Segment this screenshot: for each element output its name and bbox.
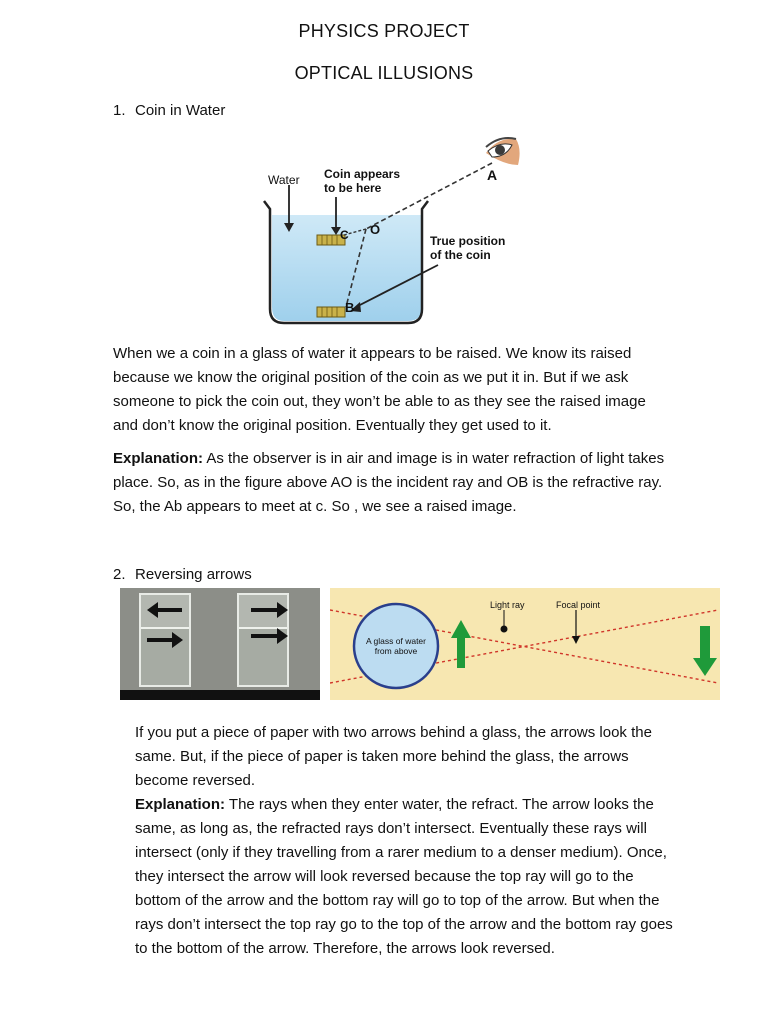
point-b-label: B xyxy=(345,300,355,315)
section-1-explanation xyxy=(113,447,673,519)
coin-in-water-figure xyxy=(260,135,550,330)
section-1-number: 1. xyxy=(113,102,126,119)
explanation-label: Explanation: xyxy=(113,450,204,467)
label-focal-point: Focal point xyxy=(556,600,601,610)
section-1-paragraph: When we a coin in a glass of water it appears to be raised. We know its raised because we know the original position of the coin as we put it in. But if we ask someone to pick the coin out, they won’t be able to as they see the raised image and don’t know the original position. Eventually they get used to it. xyxy=(113,345,646,434)
document-title: PHYSICS PROJECT xyxy=(298,21,470,41)
label-true-position-2: of the coin xyxy=(430,248,491,262)
explanation-text: As the observer is in air and image is in water refraction of light takes place. So, as in the figure above AO is the incident ray and OB is the refractive ray. So, the Ab appears to meet at c. So , we see a raised image. xyxy=(113,450,665,515)
document-subtitle: OPTICAL ILLUSIONS xyxy=(294,63,474,83)
section-2-paragraph: If you put a piece of paper with two arrows behind a glass, the arrows look the same. But, if the piece of paper is taken more behind the glass, the arrows become reversed. xyxy=(135,724,652,789)
true-coin xyxy=(317,307,345,317)
section-2-explanation xyxy=(135,793,680,961)
section-2-title: Reversing arrows xyxy=(135,566,252,583)
point-c-label: C xyxy=(340,228,349,242)
label-light-ray: Light ray xyxy=(490,600,525,610)
section-1-heading xyxy=(113,102,225,119)
section-2-number: 2. xyxy=(113,566,126,583)
label-true-position: True position xyxy=(430,234,506,248)
label-glass: A glass of water xyxy=(365,636,427,646)
point-o-label: O xyxy=(370,222,381,237)
label-coin-appears: Coin appears xyxy=(324,167,401,181)
label-glass-2: from above xyxy=(374,646,418,656)
explanation-label: Explanation: xyxy=(135,796,226,813)
explanation-text: The rays when they enter water, the refract. The arrow looks the same, as long as, the refracted rays don’t intersect. Eventually these rays will intersect (only if they travelling from a rarer medium to a denser medium). Once, they intersect the arrow will look reversed because the top ray will go to the bottom of the arrow and the bottom ray will go to top of the arrow. But when the rays don’t intersect the top ray go to the top of the arrow and the bottom ray goes to the bottom of the arrow. Therefore, the arrows look reversed. xyxy=(135,796,673,957)
point-a-label: A xyxy=(487,167,498,183)
glasses-photo xyxy=(120,588,320,700)
label-water: Water xyxy=(268,173,300,187)
section-1-title: Coin in Water xyxy=(135,102,226,119)
ray-diagram xyxy=(330,588,720,700)
section-2-heading xyxy=(113,566,252,583)
label-coin-appears-2: to be here xyxy=(324,181,382,195)
eye-icon xyxy=(486,138,520,165)
